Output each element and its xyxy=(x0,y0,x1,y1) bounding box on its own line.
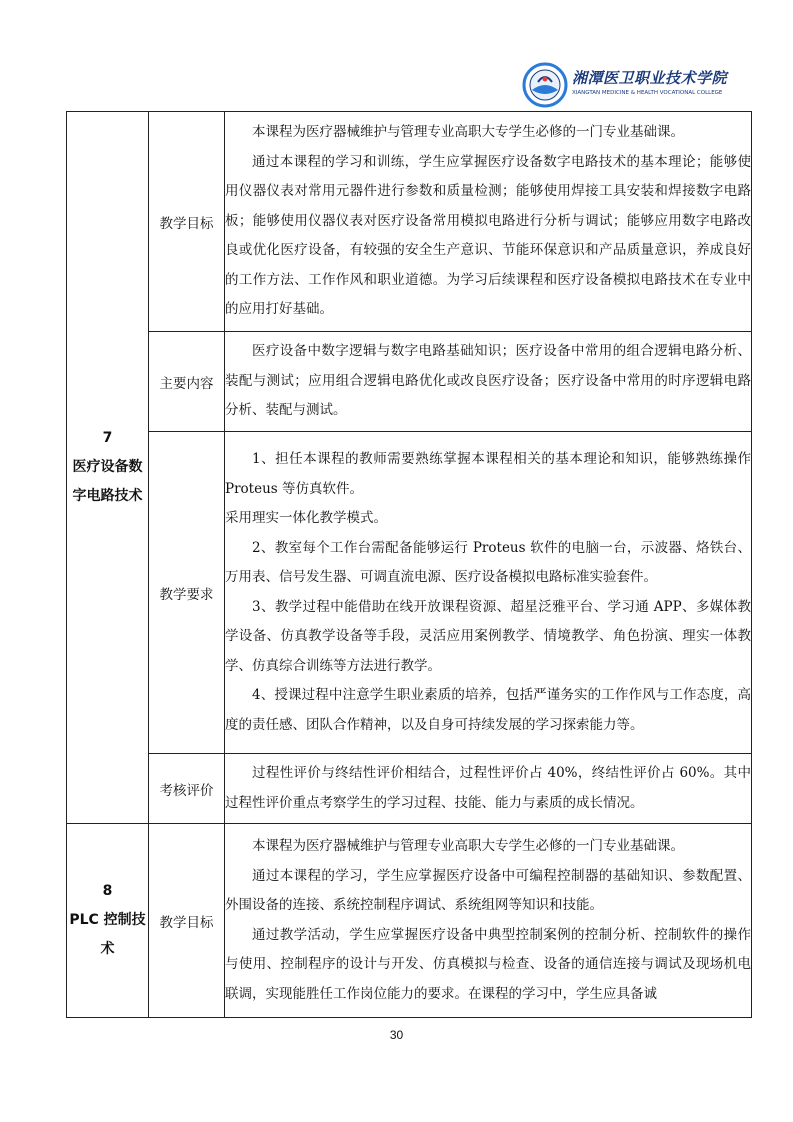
paragraph: 2、教室每个工作台需配备能够运行 Proteus 软件的电脑一台，示波器、烙铁台、万用表、信号发生器、可调直流电源、医疗设备模拟电路标准实验套件。 xyxy=(225,539,751,585)
paragraph: 过程性评价与终结性评价相结合，过程性评价占 40%，终结性评价占 60%。其中过程性评价重点考察学生的学习过程、技能、能力与素质的成长情况。 xyxy=(225,765,751,811)
section-label-content: 主要内容 xyxy=(149,332,225,432)
page-number: 30 xyxy=(389,1028,404,1042)
paragraph: 4、授课过程中注意学生职业素质的培养，包括严谨务实的工作作风与工作态度，高度的责任感、团队合作精神，以及自身可持续发展的学习探索能力等。 xyxy=(225,687,751,733)
course-name-line1: 医疗设备数 xyxy=(72,459,143,475)
paragraph: 本课程为医疗器械维护与管理专业高职大专学生必修的一门专业基础课。 xyxy=(252,838,684,854)
section-label-requirements: 教学要求 xyxy=(149,432,225,754)
table-row xyxy=(67,332,752,432)
table-row xyxy=(67,754,752,824)
course-number: 7 xyxy=(102,430,113,446)
paragraph: 医疗设备中数字逻辑与数字电路基础知识；医疗设备中常用的组合逻辑电路分析、装配与测试；应用组合逻辑电路优化或改良医疗设备；医疗设备中常用的时序逻辑电路分析、装配与测试。 xyxy=(225,343,751,419)
course-number: 8 xyxy=(102,883,113,899)
paragraph: 1、担任本课程的教师需要熟练掌握本课程相关的基本理论和知识，能够熟练操作 Proteus 等仿真软件。 xyxy=(225,451,751,497)
paragraph: 本课程为医疗器械维护与管理专业高职大专学生必修的一门专业基础课。 xyxy=(252,124,684,141)
college-name-cn: 湘潭医卫职业技术学院 xyxy=(572,69,728,87)
college-name-en: XIANGTAN MEDICINE & HEALTH VOCATIONAL COLLEGE xyxy=(572,90,723,96)
section-content-goals xyxy=(225,112,752,332)
paragraph: 采用理实一体化教学模式。 xyxy=(225,510,387,526)
course-table xyxy=(66,111,752,1018)
college-emblem-icon xyxy=(522,62,568,108)
section-content-content xyxy=(225,332,752,432)
paragraph: 通过教学活动，学生应掌握医疗设备中典型控制案例的控制分析、控制软件的操作与使用、控制程序的设计与开发、仿真模拟与检查、设备的通信连接与调试及现场机电联调，实现能胜任工作岗位能力的要求。在课程的学习中，学生应具备诚 xyxy=(225,926,751,1002)
course-cell-7 xyxy=(67,112,149,824)
college-logo xyxy=(522,62,732,108)
section-content-goals xyxy=(225,824,752,1018)
paragraph: 通过本课程的学习和训练，学生应掌握医疗设备数字电路技术的基本理论；能够使用仪器仪表对常用元器件进行参数和质量检测；能够使用焊接工具安装和焊接数字电路板；能够使用仪器仪表对医疗设备常用模拟电路进行分析与调试；能够应用数字电路改良或优化医疗设备，有较强的安全生产意识、节能环保意识和产品质量意识，养成良好的工作方法、工作作风和职业道德。为学习后续课程和医疗设备模拟电路技术在专业中的应用打好基础。 xyxy=(225,153,751,318)
course-cell-8 xyxy=(67,824,149,1018)
course-name-line2: 术 xyxy=(100,941,115,957)
table-row xyxy=(67,824,752,1018)
paragraph: 3、教学过程中能借助在线开放课程资源、超星泛雅平台、学习通 APP、多媒体教学设备、仿真教学设备等手段，灵活应用案例教学、情境教学、角色扮演、理实一体教学、仿真综合训练等方法进行教学。 xyxy=(225,598,751,674)
section-content-requirements xyxy=(225,432,752,754)
course-name-line2: 字电路技术 xyxy=(72,488,143,504)
section-label-goals: 教学目标 xyxy=(149,112,225,332)
section-label-goals: 教学目标 xyxy=(149,824,225,1018)
table-row xyxy=(67,432,752,754)
course-name-line1: PLC 控制技 xyxy=(69,912,146,928)
section-label-assessment: 考核评价 xyxy=(149,754,225,824)
section-content-assessment xyxy=(225,754,752,824)
table-row xyxy=(67,112,752,332)
paragraph: 通过本课程的学习，学生应掌握医疗设备中可编程控制器的基础知识、参数配置、外围设备的连接、系统控制程序调试、系统组网等知识和技能。 xyxy=(225,867,751,913)
